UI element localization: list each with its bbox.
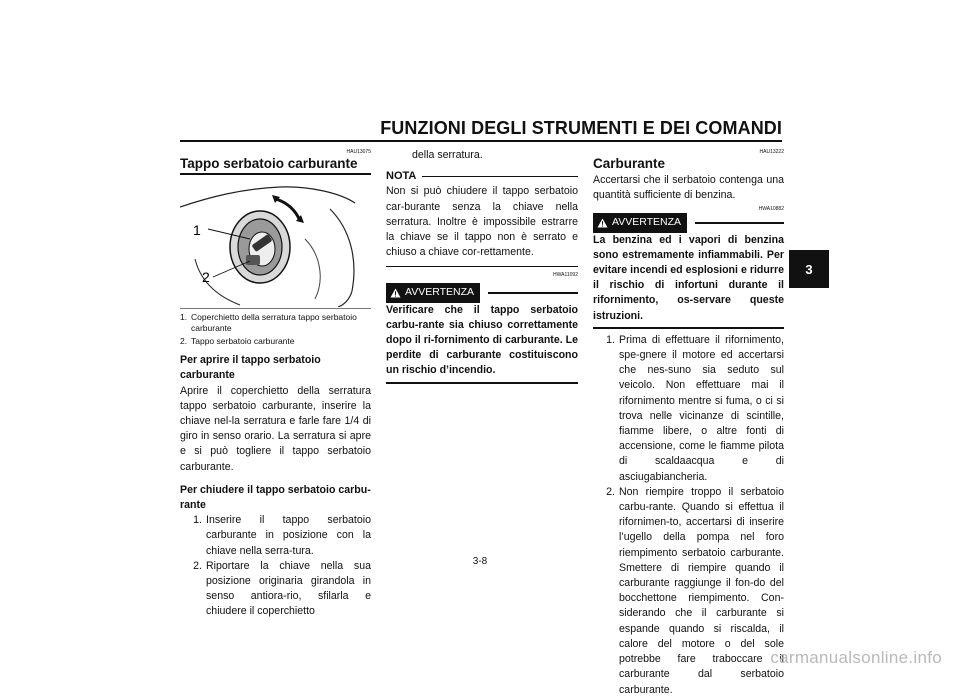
caption-item: [180, 336, 371, 347]
column-fuel: [593, 148, 784, 698]
warning-code: HWA10882: [758, 206, 784, 213]
note-label: NOTA: [386, 170, 417, 183]
fuel-cap-figure: [180, 179, 371, 307]
warning-triangle-icon: [390, 288, 401, 298]
warning-bottom-rule: [386, 382, 578, 384]
warning-code: HWA11092: [552, 272, 578, 279]
open-cap-subheading: Per aprire il tappo serbatoio carburante: [180, 354, 321, 382]
page-number: 3-8: [472, 556, 488, 567]
warning-label: AVVERTENZA: [612, 216, 682, 229]
warning-header: [386, 283, 578, 302]
warning-text: Verificare che il tappo serbatoio carbu-rante sia chiuso correttamente dopo il ri-fornimento di carburante. Le perdite di carburante costituiscono un rischio d’incendio.: [386, 303, 578, 377]
close-cap-subheading: Per chiudere il tappo serbatoio carbu-rante: [180, 483, 371, 511]
watermark: carmanualsonline.info: [770, 648, 942, 667]
warning-rule: [695, 222, 784, 224]
note-header: [386, 169, 578, 184]
list-number: 2.: [193, 559, 202, 572]
caption-text: Tappo serbatoio carburante: [191, 335, 295, 346]
list-text: Inserire il tappo serbatoio carburante in posizione con la chiave nella serra-tura.: [206, 514, 371, 557]
warning-triangle-icon: [597, 218, 608, 228]
section-code: HAU13222: [759, 149, 784, 155]
column-fuel-tank-cap: [180, 148, 371, 620]
chapter-tab: 3: [789, 250, 829, 288]
caption-number: 2.: [180, 335, 188, 346]
caption-item: [180, 312, 371, 334]
figure-label-1: 1: [193, 221, 201, 238]
list-item: [593, 333, 784, 485]
list-number: 2.: [606, 485, 615, 498]
page-header-title: FUNZIONI DEGLI STRUMENTI E DEI COMANDI: [380, 118, 782, 138]
list-item: [180, 559, 371, 620]
open-cap-text: Aprire il coperchietto della serratura tappo serbatoio carburante, inserire la chiave nel-la serratura e farle fare 1/4 di giro in senso orario. La serratura si apre e si può togliere il tappo serbatoio carburante.: [180, 384, 371, 473]
warning-label: AVVERTENZA: [405, 286, 475, 299]
figure-label-2: 2: [202, 268, 210, 285]
note-rule: [422, 176, 578, 177]
heading-underline: [180, 173, 371, 175]
fuel-cap-illustration: [180, 179, 371, 307]
warning-text: La benzina ed i vapori di benzina sono estremamente infiammabili. Per evitare incendi ed esplosioni e ridurre il rischio di infortuni durante il rifornimento, os-servare queste istruzioni.: [593, 233, 784, 322]
warning-bottom-rule: [593, 327, 784, 329]
warning-rule: [488, 292, 578, 294]
list-text: Prima di effettuare il rifornimento, spe-gnere il motore ed accertarsi che nes-suno sia seduto sul veicolo. Non effettuare mai il rifornimento mentre si fuma, o ci si trova nelle vicinanze di scintille, fiamme libere, o altre fonti di accensione, come le fiamme pilota di scaldaacqua e di asciugabiancheria.: [619, 333, 784, 483]
list-item: [180, 513, 371, 559]
list-text: Riportare la chiave nella sua posizione originaria girandola in senso antiora-rio, sfilarla e chiudere il coperchietto: [206, 559, 371, 618]
column-fuel-cap-continued: [386, 148, 578, 384]
section-heading: Carburante: [593, 156, 666, 171]
continuation-text: della serratura.: [412, 149, 483, 161]
list-number: 1.: [606, 333, 615, 346]
section-code: HAU13075: [346, 149, 371, 155]
caption-number: 1.: [180, 311, 188, 322]
figure-captions: [180, 308, 371, 348]
warning-badge: [386, 283, 480, 302]
fuel-intro-text: Accertarsi che il serbatoio contenga una quantità sufficiente di benzina.: [593, 174, 784, 202]
list-text: Non riempire troppo il serbatoio carbu-rante. Quando si effettua il rifornimen-to, accertarsi di inserire l’ugello della pompa nel foro riempimento serbatoio carburante. Smettere di riempire quando il carburante raggiunge il fon-do del bocchettone riempimento. Con-siderando che il carburante si espande quando si riscalda, il calore del motore o del sole potrebbe fare traboccare il carburante dal serbatoio carburante.: [619, 485, 784, 696]
warning-badge: [593, 213, 687, 232]
warning-header: [593, 213, 784, 232]
section-heading: Tappo serbatoio carburante: [180, 156, 358, 171]
note-bottom-rule: [386, 266, 578, 267]
list-item: [593, 485, 784, 698]
header-rule: [180, 140, 782, 142]
note-text: Non si può chiudere il tappo serbatoio car-burante senza la chiave nella serratura. Inoltre è impossibile estrarre la chiave se il tappo non è serrato e chiuso a chiave cor-rettamente.: [386, 185, 578, 259]
list-number: 1.: [193, 514, 202, 527]
caption-text: Coperchietto della serratura tappo serbatoio carburante: [191, 311, 357, 333]
